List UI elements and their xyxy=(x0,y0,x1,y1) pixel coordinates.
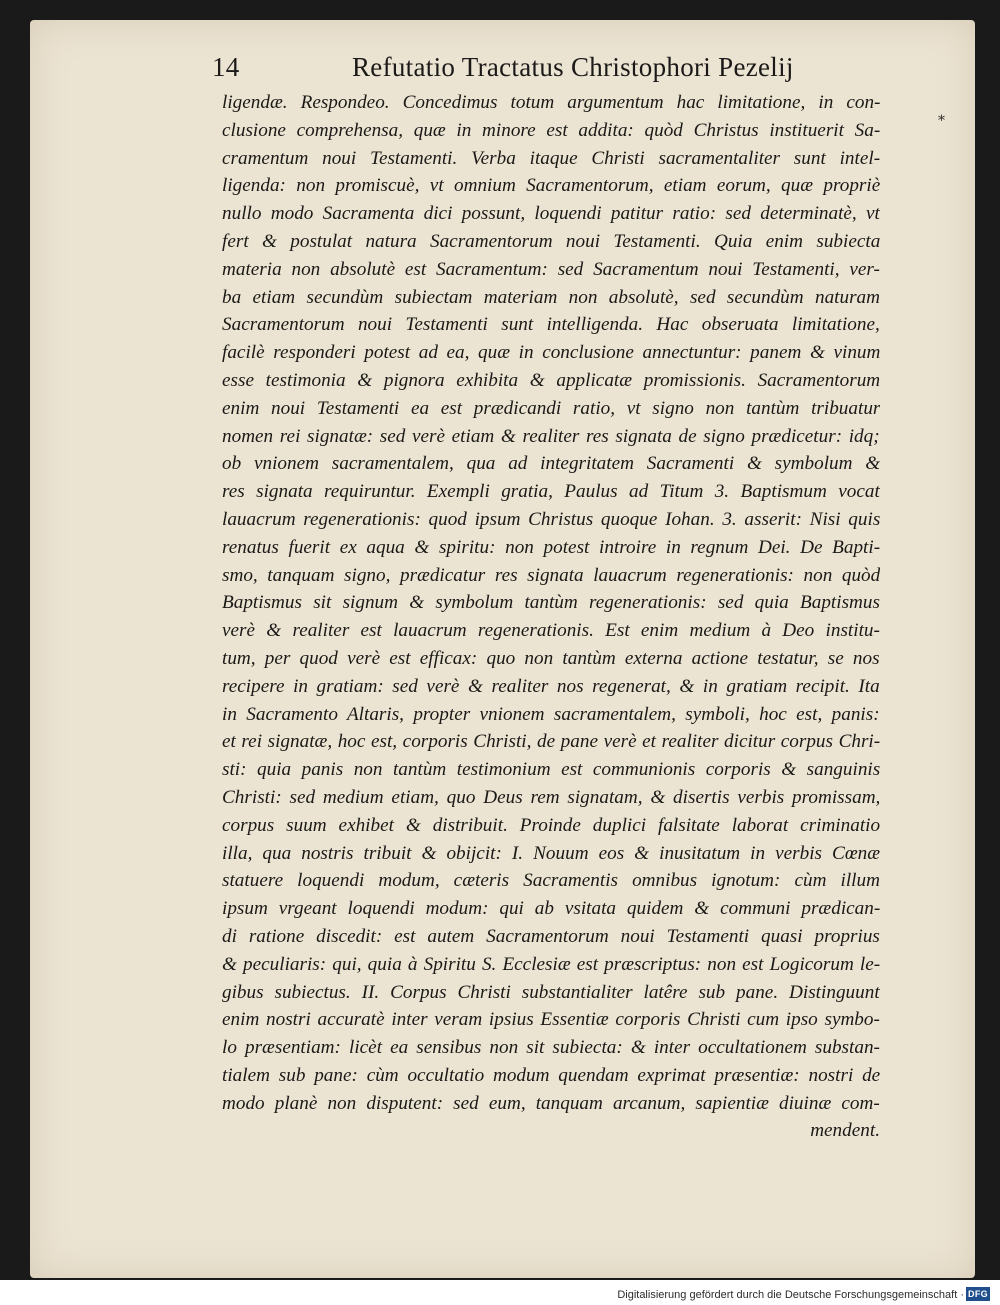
text-line: lo præsentiam: licèt ea sensibus non sit subiecta: & inter occultationem substan- xyxy=(222,1037,880,1059)
body-text xyxy=(222,89,880,1145)
text-line: smo, tanquam signo, prædicatur res signata lauacrum regenerationis: non quòd xyxy=(222,564,880,586)
text-line: ba etiam secundùm subiectam materiam non absolutè, sed secundùm naturam xyxy=(222,286,880,308)
text-line: di ratione discedit: est autem Sacramentorum noui Testamenti quasi proprius xyxy=(222,925,880,947)
text-line: facilè responderi potest ad ea, quæ in conclusione annectuntur: panem & vinum xyxy=(222,342,880,364)
dfg-logo-icon: DFG xyxy=(966,1287,990,1301)
text-line: nomen rei signatæ: sed verè etiam & realiter res signata de signo prædicetur: idq; xyxy=(222,425,880,447)
running-head xyxy=(212,52,794,86)
text-line: tialem sub pane: cùm occultatio modum quendam exprimat præsentiæ: nostri de xyxy=(222,1064,880,1086)
footer-credit: Digitalisierung gefördert durch die Deutsche Forschungsgemeinschaft · xyxy=(617,1289,964,1301)
text-line: ligenda: non promiscuè, vt omnium Sacramentorum, etiam eorum, quæ propriè xyxy=(222,175,880,197)
text-line: res signata requiruntur. Exempli gratia, Paulus ad Titum 3. Baptismum vocat xyxy=(222,481,880,503)
marginal-mark: * xyxy=(938,113,945,129)
text-line: lauacrum regenerationis: quod ipsum Christus quoque Iohan. 3. asserit: Nisi quis xyxy=(222,508,880,530)
text-line: esse testimonia & pignora exhibita & applicatæ promissionis. Sacramentorum xyxy=(222,369,880,391)
text-line: recipere in gratiam: sed verè & realiter nos regenerat, & in gratiam recipit. Ita xyxy=(222,675,880,697)
text-line: tum, per quod verè est efficax: quo non tantùm externa actione testatur, se nos xyxy=(222,647,880,669)
text-line: Christi: sed medium etiam, quo Deus rem signatam, & disertis verbis promissam, xyxy=(222,786,880,808)
text-line: nullo modo Sacramenta dici possunt, loquendi patitur ratio: sed determinatè, vt xyxy=(222,203,880,225)
text-line: enim noui Testamenti ea est prædicandi ratio, vt signo non tantùm tribuatur xyxy=(222,397,880,419)
text-line: materia non absolutè est Sacramentum: sed Sacramentum noui Testamenti, ver- xyxy=(222,258,880,280)
text-line: ob vnionem sacramentalem, qua ad integritatem Sacramenti & symbolum & xyxy=(222,453,880,475)
page-number: 14 xyxy=(212,52,240,82)
text-line: fert & postulat natura Sacramentorum noui Testamenti. Quia enim subiecta xyxy=(222,230,880,252)
text-line: statuere loquendi modum, cæteris Sacramentis omnibus ignotum: cùm illum xyxy=(222,870,880,892)
text-line: ligendæ. Respondeo. Concedimus totum argumentum hac limitatione, in con- xyxy=(222,92,880,113)
text-line: Sacramentorum noui Testamenti sunt intelligenda. Hac obseruata limitatione, xyxy=(222,314,880,336)
text-line: Baptismus sit signum & symbolum tantùm regenerationis: sed quia Baptismus xyxy=(222,592,880,614)
text-line: enim nostri accuratè inter veram ipsius Essentiæ corporis Christi cum ipso symbo- xyxy=(222,1009,880,1031)
text-line: in Sacramento Altaris, propter vnionem sacramentalem, symboli, hoc est, panis: xyxy=(222,703,880,725)
text-line: clusione comprehensa, quæ in minore est addita: quòd Christus instituerit Sa- xyxy=(222,119,880,141)
text-line: modo planè non disputent: sed eum, tanquam arcanum, sapientiæ diuinæ com- xyxy=(222,1092,880,1114)
text-line: verè & realiter est lauacrum regenerationis. Est enim medium à Deo institu- xyxy=(222,620,880,642)
text-line: illa, qua nostris tribuit & obijcit: I. Nouum eos & inusitatum in verbis Cœnæ xyxy=(222,842,880,864)
catchword: mendent. xyxy=(810,1120,880,1142)
text-line: & peculiaris: qui, quia à Spiritu S. Ecclesiæ est præscriptus: non est Logicorum le- xyxy=(222,953,880,975)
text-line: et rei signatæ, hoc est, corporis Christi, de pane verè et realiter dicitur corpus Chri- xyxy=(222,731,880,753)
text-line: cramentum noui Testamenti. Verba itaque Christi sacramentaliter sunt intel- xyxy=(222,147,880,169)
text-line: ipsum vrgeant loquendi modum: qui ab vsitata quidem & communi prædican- xyxy=(222,898,880,920)
running-head-title: Refutatio Tractatus Christophori Pezelij xyxy=(352,52,794,82)
text-line: gibus subiectus. II. Corpus Christi substantialiter latêre sub pane. Distinguunt xyxy=(222,981,880,1003)
text-line: corpus suum exhibet & distribuit. Proinde duplici falsitate laborat criminatio xyxy=(222,814,880,836)
text-line: renatus fuerit ex aqua & spiritu: non potest introire in regnum Dei. De Bapti- xyxy=(222,536,880,558)
text-line: sti: quia panis non tantùm testimonium est communionis corporis & sanguinis xyxy=(222,759,880,781)
